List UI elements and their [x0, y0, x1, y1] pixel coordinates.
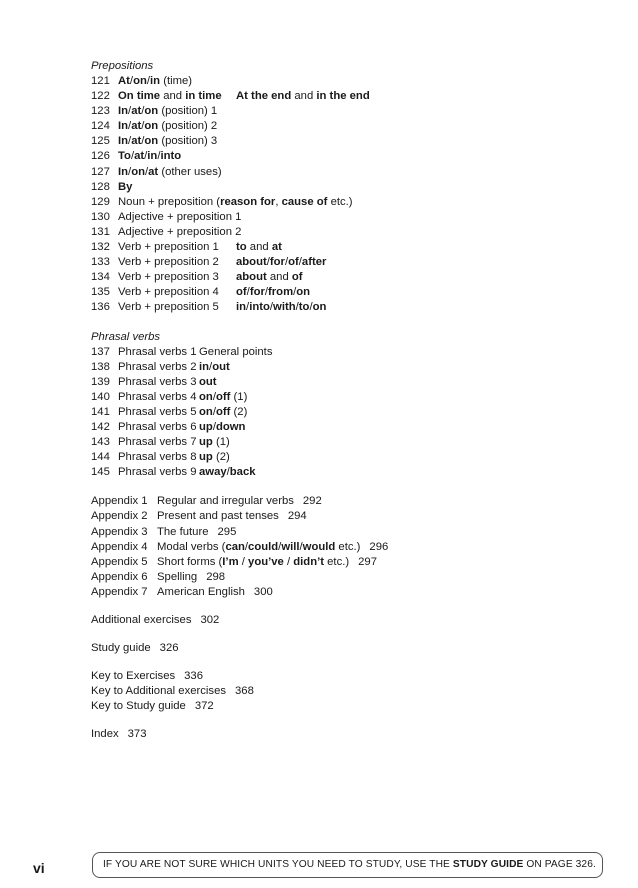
entry-text-part: up — [199, 436, 213, 449]
entry-text-part: with — [273, 301, 296, 314]
appendix-entry[interactable] — [91, 555, 611, 570]
unit-entry[interactable] — [91, 255, 611, 270]
appendix-label: Appendix 7 — [91, 585, 148, 598]
unit-entry[interactable] — [91, 104, 611, 119]
appendix-page: 292 — [302, 495, 322, 508]
entry-text-part: Adjective + preposition 1 — [118, 210, 242, 223]
entry-page: 373 — [127, 728, 147, 741]
entry-text-part: on — [131, 165, 145, 178]
entry-text-part: / — [130, 150, 135, 163]
entry-text-part: away — [199, 466, 227, 479]
entry-text-part: cause of — [281, 195, 328, 208]
entry-text-part: Verb + preposition 2 — [118, 256, 219, 269]
entry-text-part: / — [128, 165, 132, 178]
entry-text-part: for — [269, 256, 285, 269]
entry-text-part: off — [215, 390, 231, 403]
entry-text-part: to — [236, 241, 247, 254]
unit-subtitle — [199, 420, 245, 435]
entry-text-part: / — [299, 540, 303, 553]
unit-title — [118, 300, 236, 315]
entry-text-part: Verb + preposition 3 — [118, 271, 219, 284]
key-page: 372 — [194, 700, 214, 713]
entry-text-part: American English — [157, 585, 245, 598]
unit-entry[interactable] — [91, 360, 611, 375]
unit-entry[interactable] — [91, 89, 611, 104]
additional-exercises-entry[interactable] — [91, 613, 611, 628]
entry-text-part: (position) 3 — [158, 135, 218, 148]
unit-number: 138 — [91, 360, 110, 373]
unit-entry[interactable] — [91, 195, 611, 210]
appendix-entry[interactable] — [91, 494, 611, 509]
entry-text-part: for — [249, 286, 265, 299]
key-label: Key to Additional exercises — [91, 685, 227, 698]
entry-text-part: / — [266, 256, 270, 269]
unit-number: 124 — [91, 120, 110, 133]
entry-text-part: will — [281, 540, 300, 553]
entry-text-part: (2) — [212, 451, 230, 464]
entry-text-part: / — [141, 120, 145, 133]
entry-text-part: Verb + preposition 1 — [118, 241, 219, 254]
unit-number: 137 — [91, 345, 110, 358]
unit-title: Phrasal verbs 7 — [118, 436, 197, 449]
entry-text-part: / — [144, 150, 148, 163]
entry-text-part: etc.) — [335, 540, 361, 553]
entry-text-part: Present and past tenses — [157, 510, 279, 523]
entry-text-part: / — [212, 390, 216, 403]
unit-number: 127 — [91, 165, 110, 178]
unit-subtitle — [236, 285, 310, 300]
entry-text-part: reason for — [220, 195, 276, 208]
unit-subtitle — [199, 390, 247, 405]
unit-number: 140 — [91, 390, 110, 403]
key-label: Key to Study guide — [91, 700, 186, 713]
entry-text-part: By — [118, 180, 133, 193]
unit-subtitle — [199, 450, 230, 465]
unit-subtitle — [199, 435, 230, 450]
phrasal-verbs-list — [91, 345, 611, 481]
unit-title — [118, 270, 236, 285]
entry-text-part: / — [128, 120, 132, 133]
unit-subtitle — [236, 240, 282, 255]
entry-text-part: on — [144, 135, 159, 148]
unit-entry[interactable] — [91, 285, 611, 300]
entry-text-part: into — [249, 301, 270, 314]
unit-entry[interactable] — [91, 225, 611, 240]
unit-title: Phrasal verbs 6 — [118, 420, 197, 433]
unit-title: Phrasal verbs 1 — [118, 345, 197, 358]
unit-entry[interactable] — [91, 300, 611, 315]
unit-subtitle — [199, 345, 272, 360]
unit-entry[interactable] — [91, 465, 611, 480]
entry-text-part: / — [226, 466, 230, 479]
entry-label: Study guide — [91, 642, 151, 655]
entry-text-part: at — [131, 135, 142, 148]
unit-title: Phrasal verbs 3 — [118, 375, 197, 388]
unit-entry[interactable] — [91, 119, 611, 134]
unit-title — [118, 285, 236, 300]
entry-text-part: / — [269, 301, 274, 314]
unit-title: Phrasal verbs 4 — [118, 390, 197, 403]
appendix-entry[interactable] — [91, 540, 611, 555]
unit-entry[interactable] — [91, 180, 611, 195]
unit-subtitle — [236, 300, 326, 315]
unit-subtitle — [199, 375, 217, 390]
unit-title — [118, 225, 241, 240]
unit-number: 132 — [91, 241, 110, 254]
unit-number: 125 — [91, 135, 110, 148]
entry-text-part: in — [236, 301, 247, 314]
phrasal-verbs-heading: Phrasal verbs — [91, 330, 161, 343]
entry-text-part: (position) 1 — [158, 105, 218, 118]
index-entry[interactable] — [91, 727, 611, 742]
entry-text-part: Short forms ( — [157, 555, 223, 568]
unit-entry[interactable] — [91, 375, 611, 390]
entry-text-part: / — [309, 301, 313, 314]
entry-text-part: Adjective + preposition 2 — [118, 225, 242, 238]
entry-label: Index — [91, 728, 119, 741]
entry-text-part: out — [199, 375, 217, 388]
unit-subtitle — [199, 360, 230, 375]
entry-text-part: / — [212, 405, 216, 418]
entry-text-part: (1) — [230, 390, 248, 403]
unit-number: 134 — [91, 271, 110, 284]
entry-text-part: on — [296, 286, 311, 299]
entry-page: 302 — [200, 614, 220, 626]
entry-text-part: / — [129, 75, 134, 87]
unit-number: 133 — [91, 256, 110, 269]
appendix-page: 294 — [287, 510, 307, 523]
entry-text-part: / — [293, 286, 297, 299]
unit-number: 129 — [91, 195, 110, 208]
study-guide-note — [92, 852, 603, 878]
entry-text-part: Verb + preposition 5 — [118, 301, 219, 314]
entry-text-part: out — [212, 360, 230, 373]
entry-text-part: in — [199, 360, 210, 373]
entry-text-part: / — [145, 165, 149, 178]
appendix-page: 295 — [217, 525, 237, 538]
unit-subtitle — [199, 405, 247, 420]
unit-title: Phrasal verbs 2 — [118, 360, 197, 373]
entry-text-part: and — [160, 90, 186, 103]
unit-title: Phrasal verbs 9 — [118, 466, 197, 479]
unit-entry[interactable] — [91, 405, 611, 420]
unit-title — [118, 240, 236, 255]
appendix-entry[interactable] — [91, 585, 611, 600]
note-text-after: ON PAGE 326. — [523, 859, 596, 870]
unit-number: 123 — [91, 105, 110, 118]
unit-title — [118, 89, 236, 104]
appendix-page: 300 — [253, 585, 273, 598]
entry-text-part: on — [199, 405, 213, 418]
entry-text-part: / — [212, 420, 216, 433]
unit-title — [118, 134, 217, 149]
entry-text-part: / — [128, 135, 132, 148]
appendix-label: Appendix 2 — [91, 510, 148, 523]
entry-text-part: / — [278, 540, 282, 553]
entry-text-part: after — [301, 256, 327, 269]
appendix-label: Appendix 3 — [91, 525, 148, 538]
entry-text-part: in — [150, 75, 161, 87]
entry-text-part: on — [144, 105, 159, 118]
unit-title: Phrasal verbs 5 — [118, 405, 197, 418]
unit-entry[interactable] — [91, 435, 611, 450]
entry-text-part: in — [147, 150, 158, 163]
entry-text-part: I’m — [222, 555, 239, 568]
entry-text-part: The future — [157, 525, 209, 538]
entry-text-part: at — [131, 105, 142, 118]
appendix-entry[interactable] — [91, 509, 611, 524]
entry-text-part: / — [141, 105, 145, 118]
entry-text-part: (time) — [160, 75, 193, 87]
unit-number: 144 — [91, 451, 110, 464]
entry-text-part: into — [160, 150, 182, 163]
entry-text-part: on — [133, 75, 147, 87]
entry-text-part: (position) 2 — [158, 120, 218, 133]
unit-title — [118, 195, 353, 210]
page-number: vi — [33, 860, 45, 876]
key-page: 368 — [235, 685, 254, 698]
appendix-title — [157, 541, 360, 553]
entry-text-part: / — [264, 286, 269, 299]
entry-text-part: can — [225, 540, 245, 553]
entry-text-part: etc.) — [324, 555, 350, 568]
entry-text-part: / — [157, 150, 161, 163]
unit-number: 126 — [91, 150, 110, 163]
unit-number: 121 — [91, 75, 110, 87]
note-text-before: IF YOU ARE NOT SURE WHICH UNITS YOU NEED TO STUDY, USE THE — [103, 859, 453, 870]
unit-title — [118, 180, 132, 195]
entry-text-part: / — [141, 135, 145, 148]
unit-title — [118, 119, 217, 134]
entry-text-part: On time — [118, 90, 161, 103]
appendix-entry[interactable] — [91, 525, 611, 540]
unit-entry[interactable] — [91, 149, 611, 164]
entry-text-part: At — [118, 75, 130, 87]
unit-entry[interactable] — [91, 134, 611, 149]
prepositions-list — [91, 74, 611, 316]
unit-number: 136 — [91, 301, 110, 314]
entry-text-part: General points — [199, 345, 273, 358]
entry-text-part: of — [288, 256, 299, 269]
appendix-list — [91, 494, 611, 600]
entry-text-part: from — [268, 286, 294, 299]
key-entry[interactable] — [91, 684, 611, 699]
unit-entry[interactable] — [91, 210, 611, 225]
entry-page: 326 — [159, 642, 179, 655]
entry-text-part: / — [284, 256, 289, 269]
study-guide-entry[interactable] — [91, 641, 611, 656]
appendix-title — [157, 586, 245, 598]
entry-text-part: In — [118, 165, 129, 178]
entry-text-part: / — [246, 301, 250, 314]
appendix-title — [157, 571, 197, 583]
entry-text-part: in the end — [316, 90, 370, 103]
unit-title — [118, 74, 192, 89]
appendix-label: Appendix 5 — [91, 555, 148, 568]
appendix-page: 296 — [369, 540, 389, 553]
entry-text-part: To — [118, 150, 131, 163]
entry-text-part: Modal verbs ( — [157, 540, 226, 553]
entry-text-part: on — [144, 120, 159, 133]
unit-title — [118, 210, 241, 225]
unit-number: 130 — [91, 210, 110, 223]
unit-title: Phrasal verbs 8 — [118, 451, 197, 464]
entry-text-part: would — [302, 540, 336, 553]
entry-text-part: / — [209, 360, 213, 373]
entry-text-part: , — [275, 195, 282, 208]
entry-text-part: Regular and irregular verbs — [157, 495, 294, 508]
appendix-label: Appendix 4 — [91, 540, 148, 553]
entry-label: Additional exercises — [91, 614, 192, 626]
unit-number: 145 — [91, 466, 110, 479]
entry-text-part: you’ve — [248, 555, 284, 568]
note-text-bold: STUDY GUIDE — [452, 859, 524, 870]
entry-text-part: In — [118, 135, 129, 148]
appendix-entry[interactable] — [91, 570, 611, 585]
entry-text-part: about — [236, 271, 267, 284]
appendix-title — [157, 495, 294, 507]
appendix-label: Appendix 1 — [91, 495, 148, 508]
key-entry[interactable] — [91, 699, 611, 714]
entry-text-part: of — [236, 286, 247, 299]
entry-text-part: back — [229, 466, 256, 479]
entry-text-part: and — [266, 271, 292, 284]
entry-text-part: / — [238, 555, 249, 568]
entry-text-part: (other uses) — [158, 165, 222, 178]
unit-number: 122 — [91, 90, 110, 103]
appendix-page: 298 — [206, 570, 226, 583]
appendix-title — [157, 526, 209, 538]
unit-title — [118, 104, 217, 119]
entry-text-part: off — [215, 405, 231, 418]
unit-entry[interactable] — [91, 74, 611, 89]
unit-subtitle — [199, 465, 256, 480]
appendix-title — [157, 510, 279, 522]
entry-text-part: / — [244, 540, 249, 553]
entry-text-part: / — [128, 105, 132, 118]
key-list — [91, 669, 611, 714]
entry-text-part: at — [148, 165, 159, 178]
entry-text-part: to — [298, 301, 310, 314]
entry-text-part: down — [215, 420, 246, 433]
entry-text-part: on — [199, 390, 213, 403]
unit-number: 135 — [91, 286, 110, 299]
key-entry[interactable] — [91, 669, 611, 684]
entry-text-part: in time — [185, 90, 222, 103]
entry-text-part: about — [236, 256, 267, 269]
entry-text-part: didn’t — [293, 555, 325, 568]
unit-number: 143 — [91, 436, 110, 449]
entry-text-part: Spelling — [157, 570, 198, 583]
entry-text-part: and — [246, 241, 272, 254]
entry-text-part: (2) — [230, 405, 248, 418]
appendix-label: Appendix 6 — [91, 570, 148, 583]
entry-text-part: up — [199, 451, 213, 464]
entry-text-part: In — [118, 120, 129, 133]
entry-text-part: / — [298, 256, 302, 269]
entry-text-part: of — [291, 271, 303, 284]
prepositions-heading: Prepositions — [91, 60, 154, 72]
unit-entry[interactable] — [91, 390, 611, 405]
unit-title — [118, 149, 181, 164]
unit-subtitle — [236, 270, 303, 285]
entry-text-part: up — [199, 420, 213, 433]
unit-number: 142 — [91, 420, 110, 433]
unit-entry[interactable] — [91, 450, 611, 465]
unit-subtitle — [236, 89, 370, 104]
unit-subtitle — [236, 255, 326, 270]
unit-number: 131 — [91, 225, 110, 238]
appendix-title — [157, 556, 349, 568]
unit-entry[interactable] — [91, 270, 611, 285]
unit-entry[interactable] — [91, 165, 611, 180]
unit-entry[interactable] — [91, 345, 611, 360]
entry-text-part: Verb + preposition 4 — [118, 286, 219, 299]
contents-list — [91, 59, 611, 743]
key-label: Key to Exercises — [91, 670, 176, 683]
entry-text-part: / — [283, 555, 294, 568]
entry-text-part: / — [246, 286, 250, 299]
entry-text-part: At the end — [236, 90, 292, 103]
unit-number: 139 — [91, 375, 110, 388]
unit-entry[interactable] — [91, 240, 611, 255]
unit-number: 141 — [91, 405, 110, 418]
entry-text-part: could — [248, 540, 279, 553]
entry-text-part: etc.) — [327, 195, 353, 208]
entry-text-part: at — [131, 120, 142, 133]
unit-number: 128 — [91, 180, 110, 193]
entry-text-part: In — [118, 105, 129, 118]
entry-text-part: and — [291, 90, 317, 103]
unit-title — [118, 165, 222, 180]
appendix-page: 297 — [358, 555, 377, 568]
entry-text-part: at — [134, 150, 145, 163]
entry-text-part: (1) — [212, 436, 230, 449]
entry-text-part: at — [271, 241, 282, 254]
entry-text-part: / — [146, 75, 151, 87]
key-page: 336 — [184, 670, 203, 683]
entry-text-part: on — [312, 301, 327, 314]
unit-entry[interactable] — [91, 420, 611, 435]
entry-text-part: / — [295, 301, 299, 314]
unit-title — [118, 255, 236, 270]
entry-text-part: Noun + preposition ( — [118, 195, 221, 208]
